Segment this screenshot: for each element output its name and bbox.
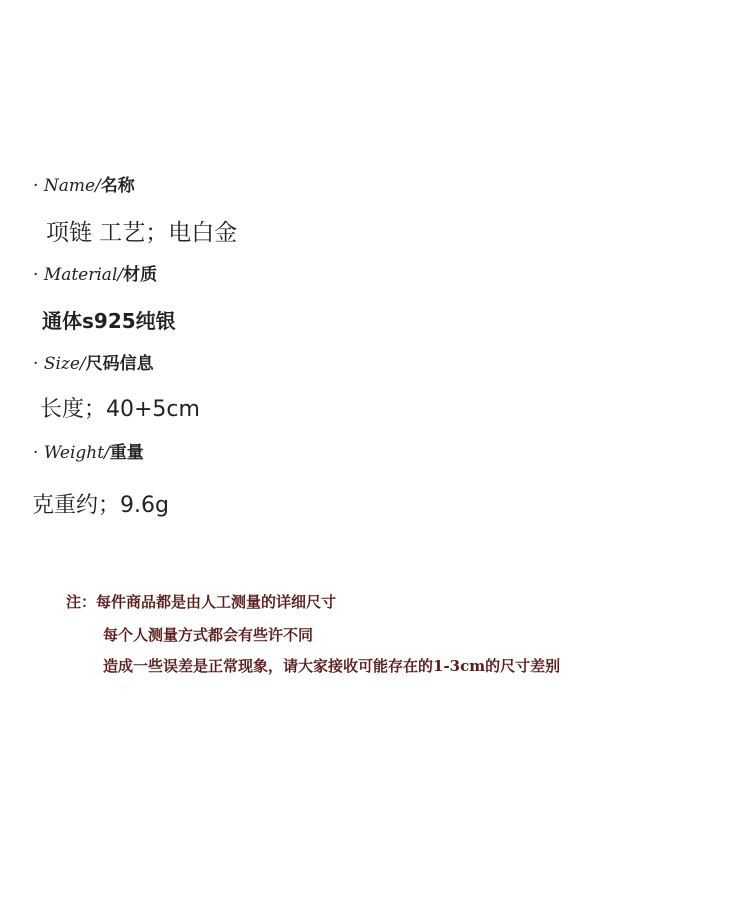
weight-value: 克重约；9.6g bbox=[32, 493, 169, 518]
material-label-prefix: · bbox=[33, 265, 44, 285]
name-label-en: Name/ bbox=[43, 176, 101, 196]
size-label-en: Size/ bbox=[43, 354, 86, 374]
note-line-1: 注：每件商品都是由人工测量的详细尺寸 bbox=[66, 593, 337, 611]
size-label-prefix: · bbox=[33, 354, 44, 374]
weight-label-zh: 重量 bbox=[109, 443, 144, 463]
material-label bbox=[33, 265, 157, 285]
material-label-zh: 材质 bbox=[123, 265, 158, 285]
material-label-en: Material/ bbox=[43, 265, 124, 285]
material-value: 通体s925纯银 bbox=[42, 309, 176, 333]
name-label-zh: 名称 bbox=[100, 176, 135, 196]
name-label bbox=[33, 176, 135, 196]
note-line-3: 造成一些误差是正常现象，请大家接收可能存在的1-3cm的尺寸差别 bbox=[103, 657, 561, 675]
weight-label bbox=[33, 443, 144, 463]
name-label-prefix: · bbox=[33, 176, 44, 196]
name-value: 项链 工艺；电白金 bbox=[46, 220, 238, 246]
size-value: 长度；40+5cm bbox=[40, 397, 200, 422]
weight-label-prefix: · bbox=[33, 443, 44, 463]
size-label-zh: 尺码信息 bbox=[85, 354, 154, 374]
size-label bbox=[33, 354, 154, 374]
weight-label-en: Weight/ bbox=[43, 443, 110, 463]
note-line-2: 每个人测量方式都会有些许不同 bbox=[103, 626, 314, 644]
